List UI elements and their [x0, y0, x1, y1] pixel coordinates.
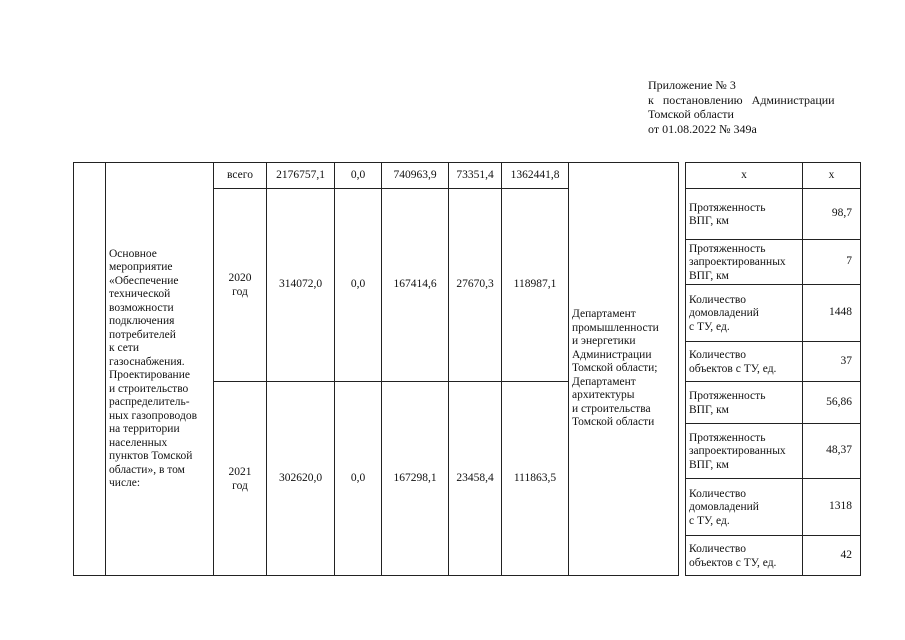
indicator-name-cell: [686, 240, 803, 285]
indicator-label-line: Количество: [689, 543, 746, 555]
responsible-line: Департамент: [572, 308, 636, 321]
indicator-label-line: Протяженность: [689, 431, 766, 444]
column-gap: [679, 163, 686, 576]
total-row: [74, 163, 861, 189]
indicator-name-cell: [686, 285, 803, 342]
indicator-label-line: ВПГ, км: [689, 403, 729, 416]
local-amount-cell: 23458,4: [449, 382, 502, 576]
indicator-label-line: объектов с ТУ, ед.: [689, 362, 777, 375]
description-line: на территории: [109, 423, 180, 435]
responsible-line: промышленности: [572, 321, 659, 334]
description-line: и строительство: [109, 382, 189, 395]
indicator-label-line: Количество: [689, 487, 746, 500]
activity-description: [106, 163, 214, 576]
row-number-cell: [74, 163, 106, 576]
indicator-name-cell: [686, 342, 803, 382]
indicator-label-line: домовладений: [689, 307, 759, 320]
appendix-date: от 01.08.2022 № 349а: [648, 121, 757, 136]
indicator-value-cell: 37: [803, 342, 861, 382]
description-line: подключения: [109, 315, 175, 327]
indicator-name-cell: [686, 424, 803, 479]
description-line: газоснабжения.: [109, 355, 185, 368]
indicator-label-line: ВПГ, км: [689, 269, 729, 282]
total-amount-cell: 314072,0: [267, 189, 335, 382]
regional-amount-cell: 740963,9: [382, 163, 449, 189]
indicator-label-line: объектов с ТУ, ед.: [689, 556, 777, 569]
indicator-value-cell: 48,37: [803, 424, 861, 479]
indicator-label-line: с ТУ, ед.: [689, 320, 730, 333]
indicator-name-cell: [686, 536, 803, 576]
program-table: [73, 162, 861, 576]
regional-amount-cell: 167414,6: [382, 189, 449, 382]
indicator-value-cell: х: [803, 163, 861, 189]
description-line: «Обеспечение: [109, 274, 179, 287]
period-cell: всего: [214, 163, 267, 189]
indicator-value-cell: 56,86: [803, 382, 861, 424]
local-amount-cell: 27670,3: [449, 189, 502, 382]
year-cell: 2021 год: [214, 382, 267, 576]
appendix-number: Приложение № 3: [648, 78, 736, 92]
responsible-line: Томской области;: [572, 362, 658, 375]
regional-amount-cell: 167298,1: [382, 382, 449, 576]
description-line: к сети: [109, 342, 139, 354]
indicator-label-line: ВПГ, км: [689, 215, 729, 227]
indicator-value-cell: 1448: [803, 285, 861, 342]
indicator-name-cell: [686, 479, 803, 536]
responsible-line: Департамент: [572, 375, 636, 388]
federal-amount-cell: 0,0: [335, 189, 382, 382]
responsible-line: Томской области: [572, 416, 655, 429]
indicator-value-cell: 42: [803, 536, 861, 576]
total-amount-cell: 2176757,1: [267, 163, 335, 189]
description-line: технической: [109, 288, 171, 300]
other-amount-cell: 1362441,8: [502, 163, 569, 189]
description-line: потребителей: [109, 328, 176, 341]
indicator-label-line: с ТУ, ед.: [689, 514, 730, 527]
description-line: населенных: [109, 436, 168, 449]
indicator-label-line: Протяженность: [689, 242, 766, 255]
indicator-value-cell: 7: [803, 240, 861, 285]
responsible-line: Администрации: [572, 348, 652, 361]
indicator-name-cell: [686, 189, 803, 240]
responsible-line: и строительства: [572, 402, 651, 415]
other-amount-cell: 111863,5: [502, 382, 569, 576]
description-line: ных газопроводов: [109, 409, 198, 422]
indicator-label-line: запроектированных: [689, 256, 786, 269]
year-cell: 2020 год: [214, 189, 267, 382]
description-line: распределитель-: [109, 396, 190, 408]
description-line: области», в том: [109, 463, 185, 476]
description-line: возможности: [109, 301, 174, 314]
description-line: Основное: [109, 247, 157, 260]
appendix-resolution-ref: к постановлению Администрации: [648, 92, 835, 107]
indicator-value-cell: 1318: [803, 479, 861, 536]
federal-amount-cell: 0,0: [335, 163, 382, 189]
indicator-label-line: Протяженность: [689, 390, 766, 402]
local-amount-cell: 73351,4: [449, 163, 502, 189]
indicator-label-line: запроектированных: [689, 445, 786, 458]
other-amount-cell: 118987,1: [502, 189, 569, 382]
indicator-label-line: ВПГ, км: [689, 458, 729, 471]
federal-amount-cell: 0,0: [335, 382, 382, 576]
indicator-label-line: Количество: [689, 349, 746, 361]
description-line: Проектирование: [109, 369, 190, 381]
responsible-executor: [569, 163, 679, 576]
indicator-label-line: домовладений: [689, 501, 759, 514]
indicator-value-cell: 98,7: [803, 189, 861, 240]
responsible-line: и энергетики: [572, 335, 636, 348]
appendix-header: [648, 78, 835, 136]
responsible-line: архитектуры: [572, 389, 635, 402]
indicator-label-line: Количество: [689, 293, 746, 306]
indicator-label-line: Протяженность: [689, 201, 766, 214]
total-amount-cell: 302620,0: [267, 382, 335, 576]
indicator-name-cell: х: [686, 163, 803, 189]
indicator-name-cell: [686, 382, 803, 424]
description-line: мероприятие: [109, 261, 173, 273]
appendix-authority: Томской области: [648, 107, 734, 121]
description-line: пунктов Томской: [109, 450, 193, 462]
description-line: числе:: [109, 477, 141, 489]
